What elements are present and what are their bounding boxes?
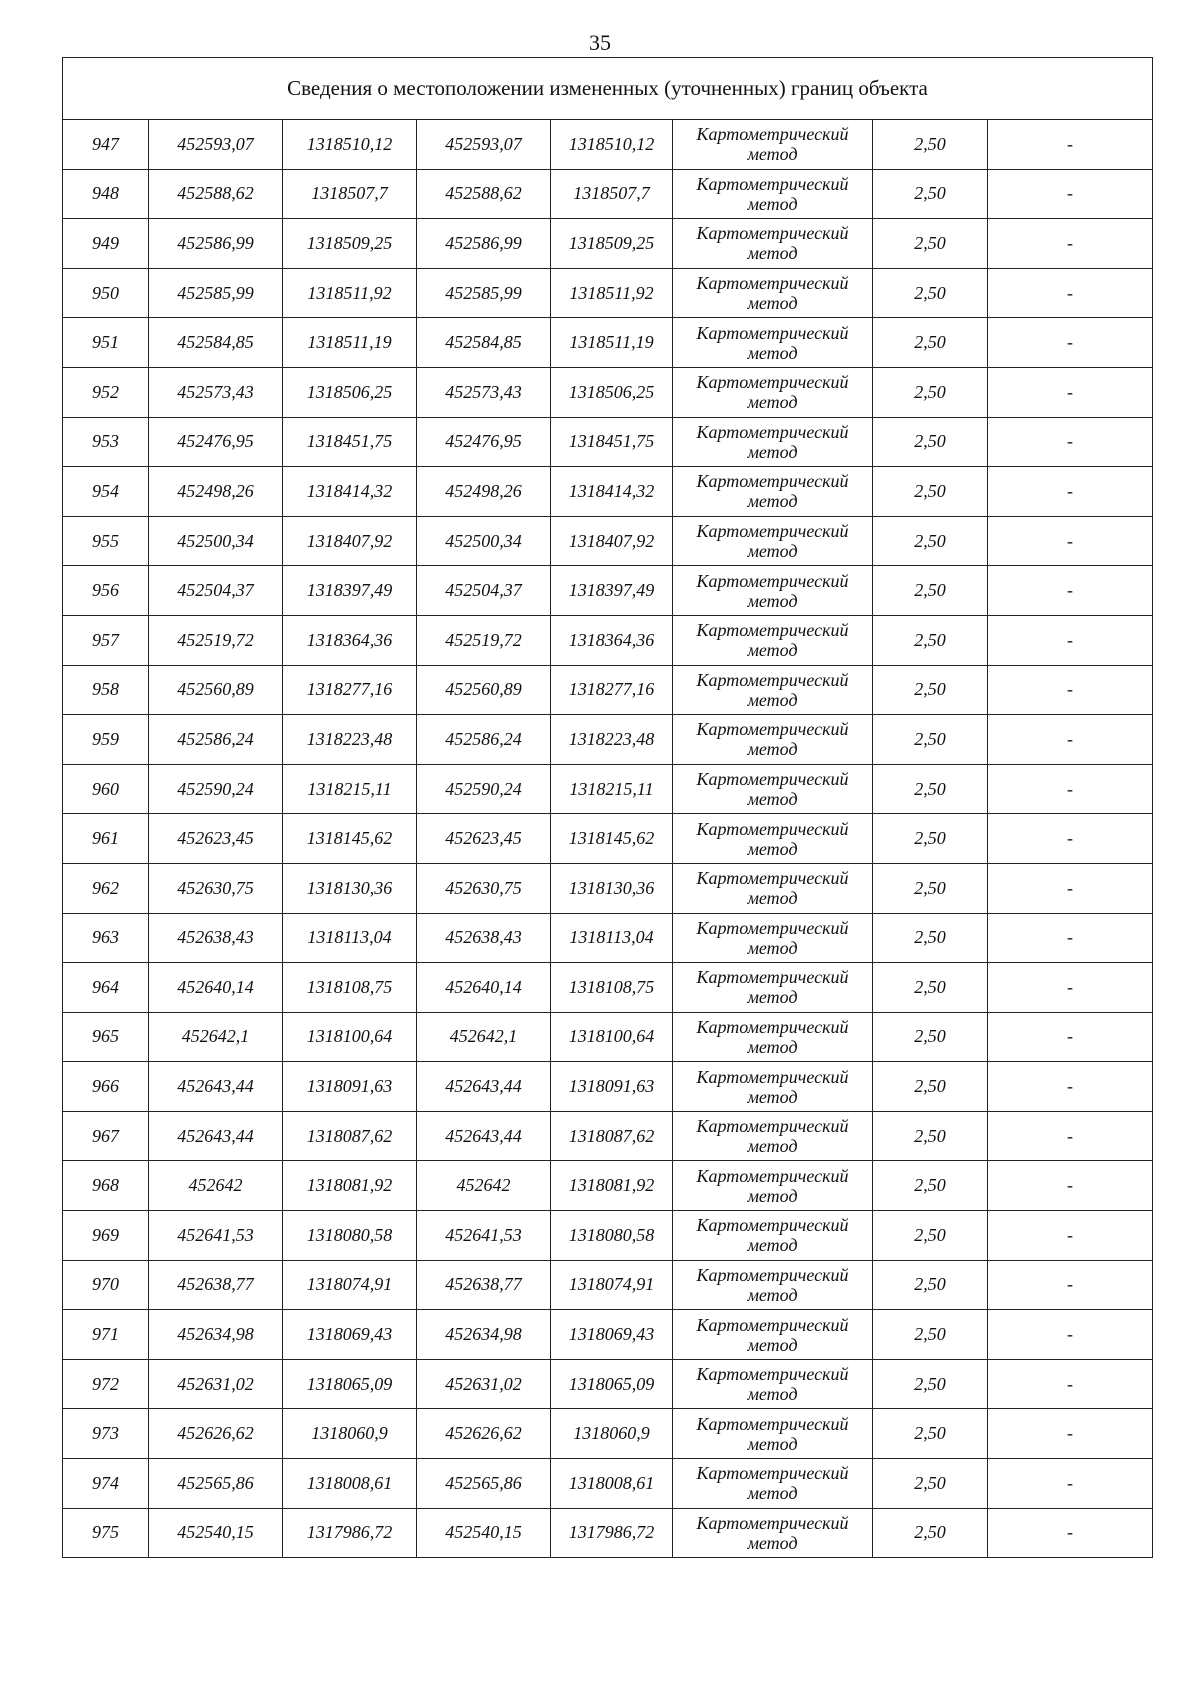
y-old-cell: 1318080,58 — [283, 1211, 417, 1261]
y-old-cell: 1318145,62 — [283, 814, 417, 864]
method-cell: Картометрический метод — [673, 665, 873, 715]
table-row — [63, 863, 1153, 913]
point-number-cell: 953 — [63, 417, 149, 467]
method-cell: Картометрический метод — [673, 764, 873, 814]
y-old-cell: 1318215,11 — [283, 764, 417, 814]
y-new-cell: 1318100,64 — [551, 1012, 673, 1062]
x-new-cell: 452641,53 — [417, 1211, 551, 1261]
y-old-cell: 1318113,04 — [283, 913, 417, 963]
method-cell: Картометрический метод — [673, 566, 873, 616]
point-number-cell: 960 — [63, 764, 149, 814]
accuracy-cell: 2,50 — [873, 1062, 988, 1112]
x-old-cell: 452590,24 — [149, 764, 283, 814]
x-new-cell: 452643,44 — [417, 1062, 551, 1112]
y-old-cell: 1318100,64 — [283, 1012, 417, 1062]
x-old-cell: 452476,95 — [149, 417, 283, 467]
table-row — [63, 764, 1153, 814]
x-new-cell: 452623,45 — [417, 814, 551, 864]
point-number-cell: 956 — [63, 566, 149, 616]
point-number-cell: 969 — [63, 1211, 149, 1261]
y-new-cell: 1318108,75 — [551, 963, 673, 1013]
x-old-cell: 452638,43 — [149, 913, 283, 963]
table-row — [63, 913, 1153, 963]
y-old-cell: 1318060,9 — [283, 1409, 417, 1459]
point-number-cell: 971 — [63, 1310, 149, 1360]
point-number-cell: 975 — [63, 1508, 149, 1558]
y-old-cell: 1318407,92 — [283, 516, 417, 566]
y-old-cell: 1318451,75 — [283, 417, 417, 467]
y-new-cell: 1318087,62 — [551, 1111, 673, 1161]
point-number-cell: 952 — [63, 367, 149, 417]
y-new-cell: 1318364,36 — [551, 615, 673, 665]
table-row — [63, 715, 1153, 765]
method-cell: Картометрический метод — [673, 467, 873, 517]
x-old-cell: 452586,99 — [149, 219, 283, 269]
point-number-cell: 954 — [63, 467, 149, 517]
x-old-cell: 452498,26 — [149, 467, 283, 517]
description-cell: - — [988, 1459, 1153, 1509]
x-new-cell: 452642,1 — [417, 1012, 551, 1062]
y-new-cell: 1318008,61 — [551, 1459, 673, 1509]
accuracy-cell: 2,50 — [873, 566, 988, 616]
table-row — [63, 268, 1153, 318]
accuracy-cell: 2,50 — [873, 1508, 988, 1558]
y-new-cell: 1318130,36 — [551, 863, 673, 913]
point-number-cell: 967 — [63, 1111, 149, 1161]
x-old-cell: 452586,24 — [149, 715, 283, 765]
description-cell: - — [988, 963, 1153, 1013]
method-cell: Картометрический метод — [673, 814, 873, 864]
x-new-cell: 452519,72 — [417, 615, 551, 665]
page-number: 35 — [589, 30, 611, 55]
point-number-cell: 964 — [63, 963, 149, 1013]
x-old-cell: 452642 — [149, 1161, 283, 1211]
accuracy-cell: 2,50 — [873, 715, 988, 765]
method-cell: Картометрический метод — [673, 1310, 873, 1360]
table-row — [63, 318, 1153, 368]
x-new-cell: 452590,24 — [417, 764, 551, 814]
y-old-cell: 1318506,25 — [283, 367, 417, 417]
y-old-cell: 1318223,48 — [283, 715, 417, 765]
y-new-cell: 1318451,75 — [551, 417, 673, 467]
accuracy-cell: 2,50 — [873, 1459, 988, 1509]
accuracy-cell: 2,50 — [873, 1111, 988, 1161]
y-old-cell: 1318510,12 — [283, 120, 417, 170]
y-new-cell: 1318065,09 — [551, 1359, 673, 1409]
x-new-cell: 452504,37 — [417, 566, 551, 616]
y-new-cell: 1318069,43 — [551, 1310, 673, 1360]
description-cell: - — [988, 764, 1153, 814]
x-old-cell: 452565,86 — [149, 1459, 283, 1509]
y-old-cell: 1318511,92 — [283, 268, 417, 318]
method-cell: Картометрический метод — [673, 1508, 873, 1558]
y-new-cell: 1318511,19 — [551, 318, 673, 368]
y-new-cell: 1317986,72 — [551, 1508, 673, 1558]
description-cell: - — [988, 318, 1153, 368]
y-old-cell: 1317986,72 — [283, 1508, 417, 1558]
x-old-cell: 452623,45 — [149, 814, 283, 864]
method-cell: Картометрический метод — [673, 268, 873, 318]
y-new-cell: 1318091,63 — [551, 1062, 673, 1112]
description-cell: - — [988, 1260, 1153, 1310]
method-cell: Картометрический метод — [673, 516, 873, 566]
y-old-cell: 1318069,43 — [283, 1310, 417, 1360]
table-row — [63, 1310, 1153, 1360]
y-old-cell: 1318087,62 — [283, 1111, 417, 1161]
x-new-cell: 452584,85 — [417, 318, 551, 368]
point-number-cell: 963 — [63, 913, 149, 963]
accuracy-cell: 2,50 — [873, 219, 988, 269]
point-number-cell: 965 — [63, 1012, 149, 1062]
x-old-cell: 452643,44 — [149, 1062, 283, 1112]
y-new-cell: 1318510,12 — [551, 120, 673, 170]
description-cell: - — [988, 467, 1153, 517]
method-cell: Картометрический метод — [673, 863, 873, 913]
table-row — [63, 120, 1153, 170]
method-cell: Картометрический метод — [673, 1459, 873, 1509]
method-cell: Картометрический метод — [673, 120, 873, 170]
x-old-cell: 452643,44 — [149, 1111, 283, 1161]
point-number-cell: 959 — [63, 715, 149, 765]
point-number-cell: 966 — [63, 1062, 149, 1112]
description-cell: - — [988, 615, 1153, 665]
point-number-cell: 955 — [63, 516, 149, 566]
accuracy-cell: 2,50 — [873, 963, 988, 1013]
y-new-cell: 1318223,48 — [551, 715, 673, 765]
y-new-cell: 1318215,11 — [551, 764, 673, 814]
accuracy-cell: 2,50 — [873, 169, 988, 219]
table-row — [63, 169, 1153, 219]
y-new-cell: 1318506,25 — [551, 367, 673, 417]
x-old-cell: 452642,1 — [149, 1012, 283, 1062]
x-old-cell: 452631,02 — [149, 1359, 283, 1409]
table-row — [63, 566, 1153, 616]
method-cell: Картометрический метод — [673, 318, 873, 368]
table-row — [63, 814, 1153, 864]
table-row — [63, 1359, 1153, 1409]
accuracy-cell: 2,50 — [873, 665, 988, 715]
x-new-cell: 452638,77 — [417, 1260, 551, 1310]
description-cell: - — [988, 169, 1153, 219]
description-cell: - — [988, 417, 1153, 467]
y-old-cell: 1318074,91 — [283, 1260, 417, 1310]
y-old-cell: 1318108,75 — [283, 963, 417, 1013]
x-old-cell: 452634,98 — [149, 1310, 283, 1360]
table-row — [63, 1062, 1153, 1112]
table-row — [63, 417, 1153, 467]
method-cell: Картометрический метод — [673, 1211, 873, 1261]
x-old-cell: 452584,85 — [149, 318, 283, 368]
x-old-cell: 452573,43 — [149, 367, 283, 417]
y-new-cell: 1318397,49 — [551, 566, 673, 616]
method-cell: Картометрический метод — [673, 219, 873, 269]
y-new-cell: 1318060,9 — [551, 1409, 673, 1459]
point-number-cell: 972 — [63, 1359, 149, 1409]
y-old-cell: 1318364,36 — [283, 615, 417, 665]
method-cell: Картометрический метод — [673, 715, 873, 765]
point-number-cell: 973 — [63, 1409, 149, 1459]
description-cell: - — [988, 913, 1153, 963]
description-cell: - — [988, 1409, 1153, 1459]
accuracy-cell: 2,50 — [873, 863, 988, 913]
accuracy-cell: 2,50 — [873, 1260, 988, 1310]
point-number-cell: 957 — [63, 615, 149, 665]
point-number-cell: 968 — [63, 1161, 149, 1211]
x-new-cell: 452634,98 — [417, 1310, 551, 1360]
table-title-row — [63, 58, 1153, 120]
method-cell: Картометрический метод — [673, 1062, 873, 1112]
y-old-cell: 1318065,09 — [283, 1359, 417, 1409]
accuracy-cell: 2,50 — [873, 367, 988, 417]
accuracy-cell: 2,50 — [873, 615, 988, 665]
description-cell: - — [988, 863, 1153, 913]
method-cell: Картометрический метод — [673, 169, 873, 219]
y-new-cell: 1318507,7 — [551, 169, 673, 219]
y-new-cell: 1318511,92 — [551, 268, 673, 318]
y-old-cell: 1318091,63 — [283, 1062, 417, 1112]
method-cell: Картометрический метод — [673, 615, 873, 665]
description-cell: - — [988, 219, 1153, 269]
point-number-cell: 958 — [63, 665, 149, 715]
method-cell: Картометрический метод — [673, 367, 873, 417]
x-new-cell: 452565,86 — [417, 1459, 551, 1509]
description-cell: - — [988, 1012, 1153, 1062]
x-new-cell: 452586,99 — [417, 219, 551, 269]
x-old-cell: 452588,62 — [149, 169, 283, 219]
x-new-cell: 452540,15 — [417, 1508, 551, 1558]
boundary-coordinates-table — [62, 57, 1153, 1558]
x-old-cell: 452626,62 — [149, 1409, 283, 1459]
accuracy-cell: 2,50 — [873, 1359, 988, 1409]
table-row — [63, 1409, 1153, 1459]
x-new-cell: 452638,43 — [417, 913, 551, 963]
x-new-cell: 452498,26 — [417, 467, 551, 517]
description-cell: - — [988, 665, 1153, 715]
description-cell: - — [988, 367, 1153, 417]
accuracy-cell: 2,50 — [873, 1012, 988, 1062]
accuracy-cell: 2,50 — [873, 814, 988, 864]
x-new-cell: 452642 — [417, 1161, 551, 1211]
x-new-cell: 452626,62 — [417, 1409, 551, 1459]
table-title: Сведения о местоположении измененных (уточненных) границ объекта — [63, 58, 1153, 120]
accuracy-cell: 2,50 — [873, 1211, 988, 1261]
accuracy-cell: 2,50 — [873, 120, 988, 170]
table-row — [63, 1508, 1153, 1558]
y-old-cell: 1318397,49 — [283, 566, 417, 616]
description-cell: - — [988, 120, 1153, 170]
x-new-cell: 452476,95 — [417, 417, 551, 467]
accuracy-cell: 2,50 — [873, 467, 988, 517]
point-number-cell: 970 — [63, 1260, 149, 1310]
method-cell: Картометрический метод — [673, 1409, 873, 1459]
y-new-cell: 1318145,62 — [551, 814, 673, 864]
method-cell: Картометрический метод — [673, 417, 873, 467]
y-old-cell: 1318277,16 — [283, 665, 417, 715]
description-cell: - — [988, 715, 1153, 765]
method-cell: Картометрический метод — [673, 1359, 873, 1409]
description-cell: - — [988, 268, 1153, 318]
y-new-cell: 1318081,92 — [551, 1161, 673, 1211]
description-cell: - — [988, 814, 1153, 864]
accuracy-cell: 2,50 — [873, 1310, 988, 1360]
point-number-cell: 950 — [63, 268, 149, 318]
method-cell: Картометрический метод — [673, 963, 873, 1013]
x-new-cell: 452586,24 — [417, 715, 551, 765]
description-cell: - — [988, 1508, 1153, 1558]
y-old-cell: 1318081,92 — [283, 1161, 417, 1211]
point-number-cell: 961 — [63, 814, 149, 864]
y-old-cell: 1318008,61 — [283, 1459, 417, 1509]
y-old-cell: 1318414,32 — [283, 467, 417, 517]
point-number-cell: 949 — [63, 219, 149, 269]
x-new-cell: 452500,34 — [417, 516, 551, 566]
accuracy-cell: 2,50 — [873, 913, 988, 963]
accuracy-cell: 2,50 — [873, 764, 988, 814]
table-row — [63, 1161, 1153, 1211]
x-old-cell: 452641,53 — [149, 1211, 283, 1261]
table-row — [63, 1111, 1153, 1161]
description-cell: - — [988, 1211, 1153, 1261]
point-number-cell: 962 — [63, 863, 149, 913]
x-old-cell: 452585,99 — [149, 268, 283, 318]
method-cell: Картометрический метод — [673, 1111, 873, 1161]
x-old-cell: 452640,14 — [149, 963, 283, 1013]
x-old-cell: 452630,75 — [149, 863, 283, 913]
description-cell: - — [988, 1062, 1153, 1112]
description-cell: - — [988, 1111, 1153, 1161]
x-old-cell: 452560,89 — [149, 665, 283, 715]
x-old-cell: 452519,72 — [149, 615, 283, 665]
y-new-cell: 1318509,25 — [551, 219, 673, 269]
point-number-cell: 947 — [63, 120, 149, 170]
x-old-cell: 452638,77 — [149, 1260, 283, 1310]
accuracy-cell: 2,50 — [873, 1161, 988, 1211]
accuracy-cell: 2,50 — [873, 516, 988, 566]
table-row — [63, 963, 1153, 1013]
x-new-cell: 452643,44 — [417, 1111, 551, 1161]
y-old-cell: 1318511,19 — [283, 318, 417, 368]
x-new-cell: 452573,43 — [417, 367, 551, 417]
y-old-cell: 1318507,7 — [283, 169, 417, 219]
x-old-cell: 452504,37 — [149, 566, 283, 616]
accuracy-cell: 2,50 — [873, 318, 988, 368]
point-number-cell: 951 — [63, 318, 149, 368]
table-row — [63, 516, 1153, 566]
description-cell: - — [988, 1359, 1153, 1409]
table-row — [63, 1459, 1153, 1509]
y-new-cell: 1318080,58 — [551, 1211, 673, 1261]
table-row — [63, 1260, 1153, 1310]
y-new-cell: 1318407,92 — [551, 516, 673, 566]
x-old-cell: 452500,34 — [149, 516, 283, 566]
y-new-cell: 1318113,04 — [551, 913, 673, 963]
method-cell: Картометрический метод — [673, 913, 873, 963]
point-number-cell: 974 — [63, 1459, 149, 1509]
y-new-cell: 1318277,16 — [551, 665, 673, 715]
y-old-cell: 1318509,25 — [283, 219, 417, 269]
table-row — [63, 467, 1153, 517]
x-new-cell: 452631,02 — [417, 1359, 551, 1409]
description-cell: - — [988, 1161, 1153, 1211]
accuracy-cell: 2,50 — [873, 1409, 988, 1459]
y-new-cell: 1318074,91 — [551, 1260, 673, 1310]
table-row — [63, 219, 1153, 269]
x-new-cell: 452640,14 — [417, 963, 551, 1013]
y-old-cell: 1318130,36 — [283, 863, 417, 913]
table-row — [63, 615, 1153, 665]
description-cell: - — [988, 1310, 1153, 1360]
y-new-cell: 1318414,32 — [551, 467, 673, 517]
table-row — [63, 1012, 1153, 1062]
method-cell: Картометрический метод — [673, 1012, 873, 1062]
table-row — [63, 1211, 1153, 1261]
table-row — [63, 367, 1153, 417]
description-cell: - — [988, 516, 1153, 566]
x-old-cell: 452540,15 — [149, 1508, 283, 1558]
x-new-cell: 452588,62 — [417, 169, 551, 219]
x-old-cell: 452593,07 — [149, 120, 283, 170]
x-new-cell: 452630,75 — [417, 863, 551, 913]
method-cell: Картометрический метод — [673, 1161, 873, 1211]
method-cell: Картометрический метод — [673, 1260, 873, 1310]
accuracy-cell: 2,50 — [873, 268, 988, 318]
accuracy-cell: 2,50 — [873, 417, 988, 467]
description-cell: - — [988, 566, 1153, 616]
x-new-cell: 452593,07 — [417, 120, 551, 170]
x-new-cell: 452560,89 — [417, 665, 551, 715]
x-new-cell: 452585,99 — [417, 268, 551, 318]
point-number-cell: 948 — [63, 169, 149, 219]
table-row — [63, 665, 1153, 715]
